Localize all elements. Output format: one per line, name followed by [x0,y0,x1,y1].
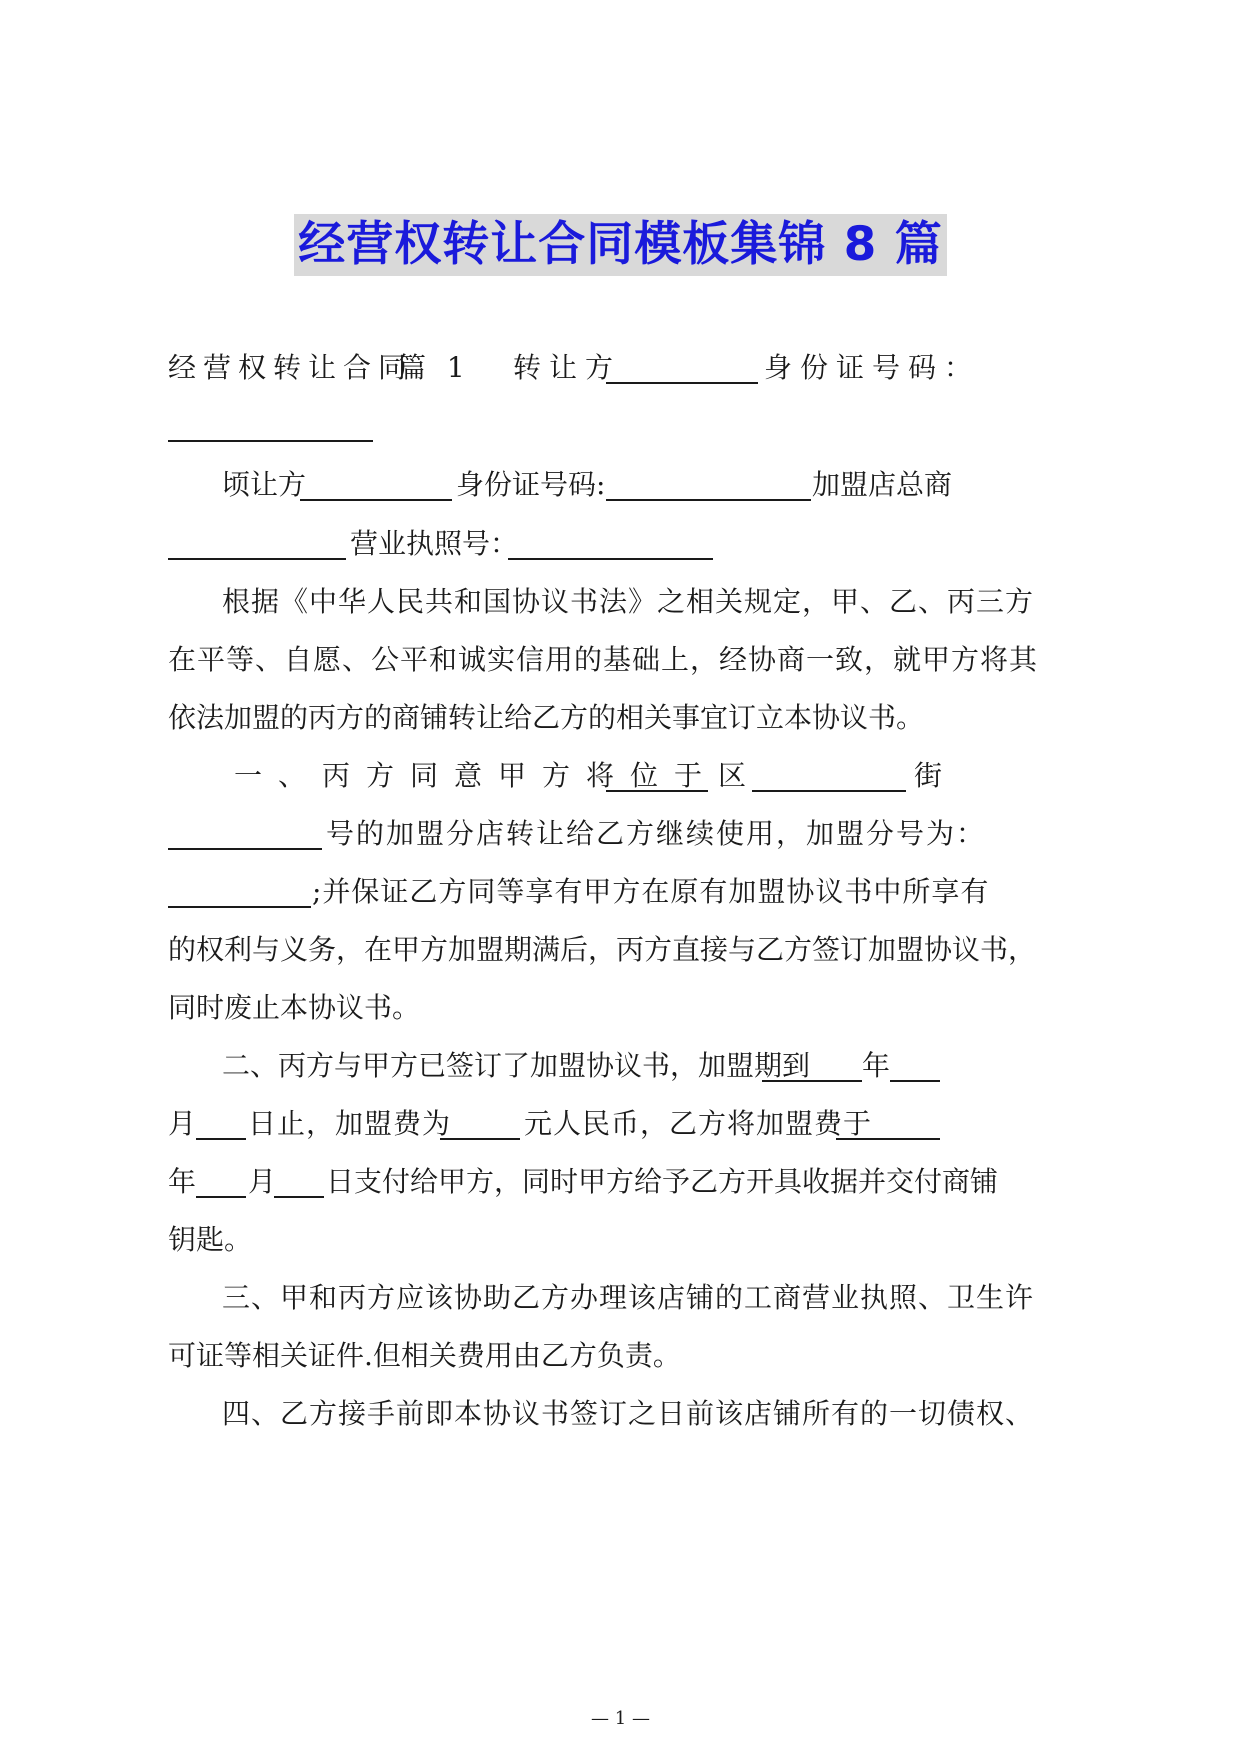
clause2-year: 年 [862,1049,891,1082]
clause1-district: 区 [718,759,747,792]
clause4-text-1: 四、乙方接手前即本协议书签订之日前该店铺所有的一切债权、 [222,1397,1035,1430]
clause2-day-blank [196,1108,246,1140]
clause1-branch-blank [168,876,311,908]
intro-text-2: 在平等、自愿、公平和诚实信用的基础上，经协商一致，就甲方将其 [168,643,1039,676]
clause2-pay-month: 月 [248,1165,277,1198]
clause2-pay-month-blank [196,1166,246,1198]
transferor-blank [606,352,758,384]
clause2-pay-year: 年 [168,1165,197,1198]
franchisor-label: 加盟店总商 [812,468,953,501]
clause2-text-4: 钥匙。 [168,1223,253,1256]
clause2-month-blank [890,1050,940,1082]
clause2-month: 月 [168,1107,197,1140]
clause2-text-3: 日支付给甲方，同时甲方给予乙方开具收据并交付商铺 [326,1165,999,1198]
intro-text-1: 根据《中华人民共和国协议书法》之相关规定，甲、乙、丙三方 [222,585,1035,618]
page-number: — 1 — [591,1708,650,1729]
title-container [0,214,1241,276]
clause1-prefix: 一、丙方同意甲方将位于 [234,759,719,792]
transferor-id-label: 身份证号码： [764,351,981,384]
clause1-number-blank [168,818,322,850]
receiver-id-blank [606,469,811,501]
clause2-term-blank [762,1050,862,1082]
clause1-location-blank [606,760,708,792]
clause2-pay-day-blank [274,1166,324,1198]
clause1-text-4: 的权利与义务，在甲方加盟期满后，丙方直接与乙方签订加盟协议书， [168,933,1037,966]
section-title: 经营权转让合同 [168,351,414,384]
license-label: 营业执照号： [350,527,519,560]
clause1-text-3: ;并保证乙方同等享有甲方在原有加盟协议书中所享有 [312,875,990,908]
license-blank [508,528,713,560]
document-title: 经营权转让合同模板集锦 8 篇 [294,214,946,276]
franchisor-blank [168,528,346,560]
clause3-text-2: 可证等相关证件.但相关费用由乙方负责。 [168,1339,681,1372]
clause2-fee-label: 日止，加盟费为 [248,1107,452,1140]
clause2-prefix: 二、丙方与甲方已签订了加盟协议书，加盟期到 [222,1049,811,1082]
receiver-blank [300,469,452,501]
clause1-text-2: 号的加盟分店转让给乙方继续使用，加盟分号为： [326,817,987,850]
receiver-id-label: 身份证号码: [456,468,606,501]
intro-text-3: 依法加盟的丙方的商铺转让给乙方的相关事宜订立本协议书。 [168,701,925,734]
transferor-label: 转让方 [513,351,622,384]
clause1-district-blank [752,760,906,792]
clause1-street: 街 [914,759,943,792]
transferor-id-blank [168,410,373,442]
clause3-text-1: 三、甲和丙方应该协助乙方办理该店铺的工商营业执照、卫生许 [222,1281,1035,1314]
clause2-rmb: 元人民币，乙方将加盟费于 [524,1107,873,1140]
receiver-label: 顷让方 [222,468,307,501]
clause1-text-5: 同时废止本协议书。 [168,991,421,1024]
clause2-fee-blank [440,1108,520,1140]
part-label: 篇 1 [398,351,471,384]
clause2-pay-year-blank [836,1108,940,1140]
